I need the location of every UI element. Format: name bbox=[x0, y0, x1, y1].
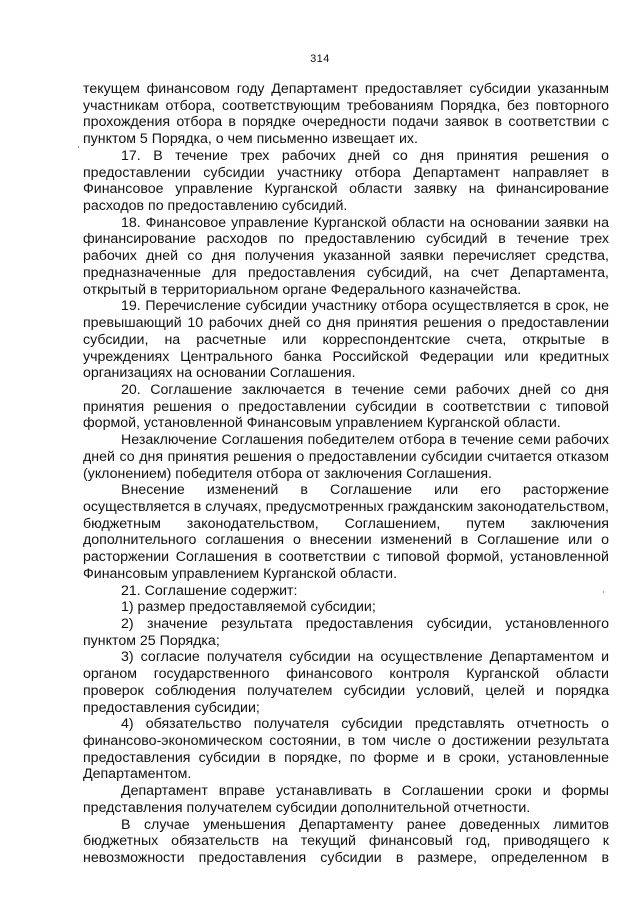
paragraph-18: 18. Финансовое управление Курганской области на основании заявки на финансирование расходов по предоставлению субсидий в течение трех рабочих дней со дня получения указанной заявки перечисляет средства, предназначенные для предоставления субсидий, на счет Департамента, открытый в территориальном органе Федерального казначейства. bbox=[83, 214, 609, 298]
paragraph-21: 21. Соглашение содержит: bbox=[121, 582, 298, 599]
paragraph-limits-reduction: В случае уменьшения Департаменту ранее доведенных лимитов бюджетных обязательств на текущий финансовый год, приводящего к невозможности предоставления субсидии в размере, определенном в bbox=[83, 816, 609, 867]
paragraph-amendments: Внесение изменений в Соглашение или его расторжение осуществляется в случаях, предусмотренных гражданским законодательством, бюджетным законодательством, Соглашением, путем заключения дополнительного соглашения о внесении изменений в Соглашение или о расторжении Соглашения в соответствии с типовой формой, установленной Финансовым управлением Курганской области. bbox=[83, 482, 609, 582]
list-item-3: 3) согласие получателя субсидии на осуществление Департаментом и органом государственного финансового контроля Курганской области проверок соблюдения получателем субсидии условий, целей и порядка предоставления субсидии; bbox=[83, 649, 609, 716]
scan-speck bbox=[78, 146, 79, 148]
paragraph-19: 19. Перечисление субсидии участнику отбора осуществляется в срок, не превышающий 10 рабочих дней со дня принятия решения о предоставлении субсидии, на расчетные или корреспондентские счета, открытые в учреждениях Центрального банка Российской Федерации или кредитных организациях на основании Соглашения. bbox=[83, 298, 609, 382]
paragraph-additional-reporting: Департамент вправе устанавливать в Соглашении сроки и формы представления получателем субсидии дополнительной отчетности. bbox=[83, 783, 609, 816]
document-body bbox=[83, 81, 609, 867]
list-item-2: 2) значение результата предоставления субсидии, установленного пунктом 25 Порядка; bbox=[83, 616, 609, 649]
page-number: 314 bbox=[310, 53, 330, 65]
list-item-1: 1) размер предоставляемой субсидии; bbox=[121, 599, 376, 616]
paragraph-20: 20. Соглашение заключается в течение семи рабочих дней со дня принятия решения о предоставлении субсидии в соответствии с типовой формой, установленной Финансовым управлением Курганской области. bbox=[83, 381, 609, 432]
list-item-4: 4) обязательство получателя субсидии представлять отчетность о финансово-экономическом состоянии, в том числе о достижении результата предоставления субсидии в порядке, по форме и в сроки, установленные Департаментом. bbox=[83, 716, 609, 783]
paragraph-17: 17. В течение трех рабочих дней со дня принятия решения о предоставлении субсидии участнику отбора Департамент направляет в Финансовое управление Курганской области заявку на финансирование расходов по предоставлению субсидий. bbox=[83, 147, 609, 215]
paragraph-continuation: текущем финансовом году Департамент предоставляет субсидии указанным участникам отбора, соответствующим требованиям Порядка, без повторного прохождения отбора в порядке очередности подачи заявок в соответствии с пунктом 5 Порядка, о чем письменно извещает их. bbox=[83, 81, 609, 148]
scan-speck bbox=[603, 591, 604, 593]
paragraph-non-conclusion: Незаключение Соглашения победителем отбора в течение семи рабочих дней со дня принятия решения о предоставлении субсидии считается отказом (уклонением) победителя отбора от заключения Соглашения. bbox=[83, 432, 609, 482]
